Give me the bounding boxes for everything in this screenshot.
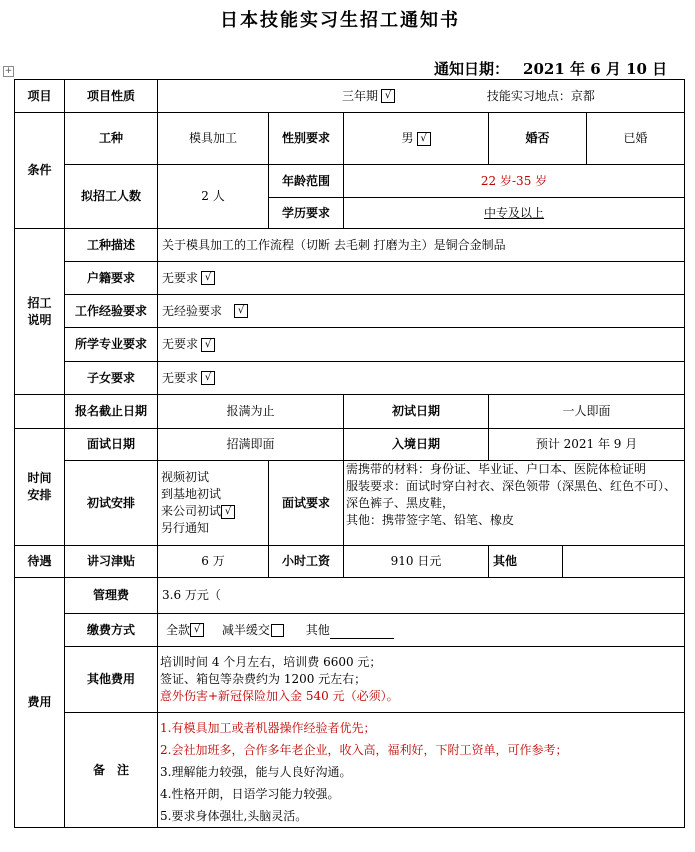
- project-nature-value: 三年期: [342, 88, 379, 103]
- mgmt-fee-value: 3.6 万元（: [158, 578, 685, 614]
- section-fees: 费用: [15, 578, 65, 828]
- edu-value: 中专及以上: [344, 198, 685, 229]
- section-conditions: 条件: [15, 113, 65, 229]
- section-recruit: [15, 229, 65, 395]
- remarks-label: 备 注: [65, 713, 158, 828]
- prelim-option: 视频初试: [161, 470, 210, 484]
- prelim-option-selected: [161, 503, 265, 520]
- marital-label: 婚否: [489, 113, 587, 165]
- major-label: 所学专业要求: [65, 328, 158, 362]
- entry-date-value: 预计 2021 年 9 月: [489, 429, 685, 461]
- major-value: 无要求: [162, 337, 199, 351]
- deadline-value: 报满为止: [158, 395, 344, 429]
- interview-date-label: 面试日期: [65, 429, 158, 461]
- check-icon: √: [234, 304, 248, 318]
- notice-date-label: 通知日期：: [434, 60, 510, 78]
- remark-item: 1.有模具加工或者机器操作经验者优先；: [160, 721, 376, 735]
- children-cell: [158, 362, 685, 395]
- payment-half: 减半缓交: [221, 622, 270, 637]
- project-nature-cell: [158, 80, 685, 113]
- major-cell: [158, 328, 685, 362]
- hukou-label: 户籍要求: [65, 262, 158, 295]
- payment-full: 全款: [166, 622, 191, 637]
- section-schedule: [15, 429, 65, 546]
- job-label: 工种: [65, 113, 158, 165]
- check-icon: √: [190, 623, 204, 637]
- hourly-wage-label: 小时工资: [269, 546, 344, 578]
- payment-method-label: 缴费方式: [65, 614, 158, 647]
- check-icon: √: [201, 371, 215, 385]
- project-nature-label: 项目性质: [65, 80, 158, 113]
- prelim-option: 来公司初试: [161, 504, 222, 518]
- move-handle-icon[interactable]: +: [4, 66, 13, 76]
- other-treatment-label: 其他: [489, 546, 563, 578]
- notice-date-value: 2021 年 6 月 10 日: [523, 60, 668, 78]
- interview-date-value: 招满即面: [158, 429, 344, 461]
- section-treatment: 待遇: [15, 546, 65, 578]
- blank-line: [330, 626, 394, 639]
- interview-req-label: 面试要求: [269, 461, 344, 546]
- checkbox-empty-icon: [271, 624, 284, 637]
- hourly-wage-value: 910 日元: [344, 546, 489, 578]
- check-icon: √: [417, 132, 431, 146]
- experience-label: 工作经验要求: [65, 295, 158, 328]
- marital-value: 已婚: [587, 113, 685, 165]
- experience-value: 无经验要求: [162, 303, 223, 318]
- deadline-label: 报名截止日期: [65, 395, 158, 429]
- experience-cell: [158, 295, 685, 328]
- other-fees-line: 意外伤害+新冠保险加入金 540 元（必须）。: [160, 689, 399, 703]
- count-value: 2 人: [158, 165, 269, 229]
- check-icon: √: [201, 271, 215, 285]
- entry-date-label: 入境日期: [344, 429, 489, 461]
- remark-item: 4.性格开朗，日语学习能力较强。: [160, 787, 340, 801]
- check-icon: √: [381, 89, 395, 103]
- interview-req-line: 其他：携带签字笔、铅笔、橡皮: [346, 513, 515, 527]
- count-label: 拟招工人数: [65, 165, 158, 229]
- other-fees-line: 签证、箱包等杂费约为 1200 元左右；: [160, 672, 367, 686]
- gender-cell: [344, 113, 489, 165]
- children-label: 子女要求: [65, 362, 158, 395]
- age-value: 22 岁-35 岁: [344, 165, 685, 198]
- prelim-options: [158, 461, 269, 546]
- other-fees-label: 其他费用: [65, 647, 158, 713]
- hukou-cell: [158, 262, 685, 295]
- edu-label: 学历要求: [269, 198, 344, 229]
- job-desc-label: 工种描述: [65, 229, 158, 262]
- payment-method-cell: [158, 614, 685, 647]
- allowance-value: 6 万: [158, 546, 269, 578]
- recruitment-table: [14, 79, 685, 828]
- interview-req-line: 需携带的材料：身份证、毕业证、户口本、医院体检证明: [346, 462, 647, 476]
- empty-cell: [15, 395, 65, 429]
- prelim-option: 到基地初试: [161, 487, 222, 501]
- remarks-value: [158, 713, 685, 828]
- section-schedule-label: 时间安排: [27, 471, 52, 502]
- first-exam-label: 初试日期: [344, 395, 489, 429]
- gender-label: 性别要求: [269, 113, 344, 165]
- section-project: 项目: [15, 80, 65, 113]
- notice-date: [434, 58, 667, 79]
- allowance-label: 讲习津贴: [65, 546, 158, 578]
- mgmt-fee-label: 管理费: [65, 578, 158, 614]
- first-exam-value: 一人即面: [489, 395, 685, 429]
- other-treatment-value: [563, 546, 685, 578]
- check-icon: √: [201, 338, 215, 352]
- other-fees-value: [158, 647, 685, 713]
- document-title: 日本技能实习生招工通知书: [220, 10, 460, 31]
- job-value: 模具加工: [158, 113, 269, 165]
- gender-value: 男: [401, 131, 414, 145]
- project-location: 技能实习地点：京都: [486, 88, 595, 103]
- check-icon: √: [221, 505, 235, 519]
- job-desc-value: 关于模具加工的工作流程（切断 去毛刺 打磨为主）是铜合金制品: [158, 229, 685, 262]
- remark-item: 3.理解能力较强，能与人良好沟通。: [160, 765, 352, 779]
- section-recruit-label: 招工说明: [27, 295, 52, 327]
- age-label: 年龄范围: [269, 165, 344, 198]
- prelim-option: 另行通知: [161, 521, 210, 535]
- hukou-value: 无要求: [162, 270, 199, 285]
- remark-item: 5.要求身体强壮,头脑灵活。: [160, 809, 308, 823]
- other-fees-line: 培训时间 4 个月左右，培训费 6600 元；: [160, 655, 382, 669]
- children-value: 无要求: [162, 370, 199, 385]
- interview-req-line: 服装要求：面试时穿白衬衣、深色领带（深黑色、红色不可）、深色裤子、黑皮鞋，: [346, 479, 677, 510]
- remark-item: 2.会社加班多，合作多年老企业，收入高，福利好，下附工资单，可作参考；: [160, 743, 568, 757]
- prelim-label: 初试安排: [65, 461, 158, 546]
- payment-other: 其他: [305, 622, 330, 637]
- interview-req-value: [344, 461, 685, 546]
